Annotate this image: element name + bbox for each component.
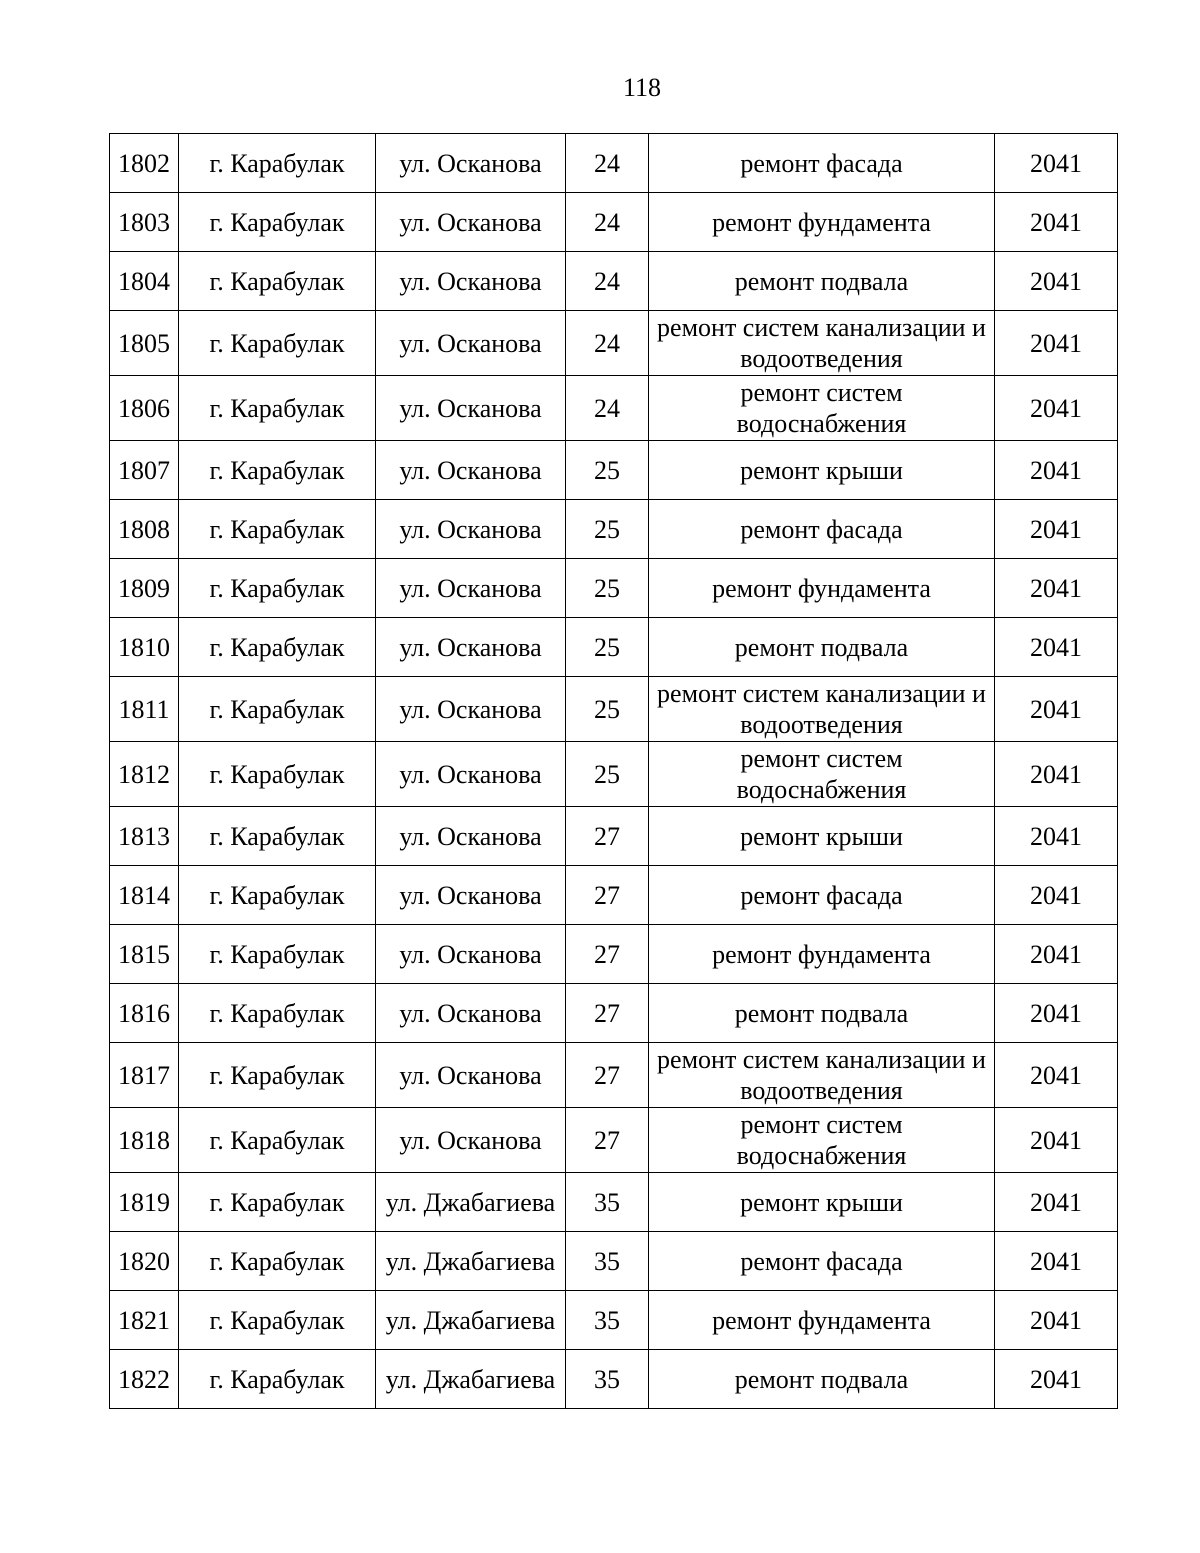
work-type-cell: ремонт фасада (649, 134, 995, 193)
row-number-cell: 1803 (110, 193, 179, 252)
table-row (110, 866, 1118, 925)
year-cell: 2041 (995, 1291, 1118, 1350)
work-type-cell: ремонт фундамента (649, 193, 995, 252)
city-cell: г. Карабулак (179, 311, 376, 376)
table-row (110, 134, 1118, 193)
city-cell: г. Карабулак (179, 1108, 376, 1173)
row-number-cell: 1816 (110, 984, 179, 1043)
work-type-cell: ремонт систем водоснабжения (649, 376, 995, 441)
street-cell: ул. Осканова (376, 134, 566, 193)
city-cell: г. Карабулак (179, 807, 376, 866)
table-row (110, 925, 1118, 984)
table-row (110, 500, 1118, 559)
city-cell: г. Карабулак (179, 984, 376, 1043)
city-cell: г. Карабулак (179, 1232, 376, 1291)
row-number-cell: 1802 (110, 134, 179, 193)
year-cell: 2041 (995, 500, 1118, 559)
city-cell: г. Карабулак (179, 193, 376, 252)
row-number-cell: 1812 (110, 742, 179, 807)
street-cell: ул. Осканова (376, 807, 566, 866)
work-type-cell: ремонт систем канализации и водоотведения (649, 677, 995, 742)
row-number-cell: 1820 (110, 1232, 179, 1291)
table-row (110, 1291, 1118, 1350)
table-row (110, 311, 1118, 376)
year-cell: 2041 (995, 441, 1118, 500)
year-cell: 2041 (995, 742, 1118, 807)
house-number-cell: 27 (566, 807, 649, 866)
year-cell: 2041 (995, 252, 1118, 311)
street-cell: ул. Осканова (376, 618, 566, 677)
row-number-cell: 1807 (110, 441, 179, 500)
year-cell: 2041 (995, 618, 1118, 677)
table-row (110, 1043, 1118, 1108)
row-number-cell: 1819 (110, 1173, 179, 1232)
work-type-cell: ремонт систем канализации и водоотведения (649, 311, 995, 376)
work-type-cell: ремонт фундамента (649, 925, 995, 984)
street-cell: ул. Осканова (376, 311, 566, 376)
street-cell: ул. Осканова (376, 677, 566, 742)
house-number-cell: 27 (566, 925, 649, 984)
house-number-cell: 24 (566, 252, 649, 311)
street-cell: ул. Осканова (376, 441, 566, 500)
year-cell: 2041 (995, 866, 1118, 925)
street-cell: ул. Джабагиева (376, 1232, 566, 1291)
year-cell: 2041 (995, 925, 1118, 984)
house-number-cell: 25 (566, 559, 649, 618)
street-cell: ул. Джабагиева (376, 1291, 566, 1350)
house-number-cell: 27 (566, 1108, 649, 1173)
year-cell: 2041 (995, 1173, 1118, 1232)
row-number-cell: 1815 (110, 925, 179, 984)
street-cell: ул. Осканова (376, 925, 566, 984)
street-cell: ул. Осканова (376, 1043, 566, 1108)
work-type-cell: ремонт подвала (649, 984, 995, 1043)
street-cell: ул. Осканова (376, 252, 566, 311)
house-number-cell: 35 (566, 1350, 649, 1409)
house-number-cell: 35 (566, 1232, 649, 1291)
city-cell: г. Карабулак (179, 441, 376, 500)
year-cell: 2041 (995, 1350, 1118, 1409)
repair-works-table (109, 133, 1118, 1409)
table-row (110, 984, 1118, 1043)
year-cell: 2041 (995, 193, 1118, 252)
work-type-cell: ремонт фасада (649, 1232, 995, 1291)
city-cell: г. Карабулак (179, 742, 376, 807)
row-number-cell: 1818 (110, 1108, 179, 1173)
table-row (110, 1108, 1118, 1173)
house-number-cell: 27 (566, 866, 649, 925)
year-cell: 2041 (995, 1232, 1118, 1291)
city-cell: г. Карабулак (179, 134, 376, 193)
row-number-cell: 1822 (110, 1350, 179, 1409)
table-row (110, 376, 1118, 441)
year-cell: 2041 (995, 134, 1118, 193)
house-number-cell: 25 (566, 618, 649, 677)
house-number-cell: 27 (566, 1043, 649, 1108)
work-type-cell: ремонт подвала (649, 1350, 995, 1409)
row-number-cell: 1817 (110, 1043, 179, 1108)
house-number-cell: 35 (566, 1173, 649, 1232)
street-cell: ул. Осканова (376, 984, 566, 1043)
work-type-cell: ремонт систем канализации и водоотведения (649, 1043, 995, 1108)
street-cell: ул. Осканова (376, 742, 566, 807)
year-cell: 2041 (995, 559, 1118, 618)
city-cell: г. Карабулак (179, 559, 376, 618)
row-number-cell: 1813 (110, 807, 179, 866)
work-type-cell: ремонт крыши (649, 807, 995, 866)
city-cell: г. Карабулак (179, 1291, 376, 1350)
city-cell: г. Карабулак (179, 618, 376, 677)
row-number-cell: 1806 (110, 376, 179, 441)
table-row (110, 677, 1118, 742)
city-cell: г. Карабулак (179, 925, 376, 984)
city-cell: г. Карабулак (179, 1043, 376, 1108)
city-cell: г. Карабулак (179, 376, 376, 441)
page-number: 118 (622, 73, 662, 102)
house-number-cell: 25 (566, 742, 649, 807)
work-type-cell: ремонт подвала (649, 252, 995, 311)
house-number-cell: 24 (566, 134, 649, 193)
street-cell: ул. Джабагиева (376, 1173, 566, 1232)
year-cell: 2041 (995, 376, 1118, 441)
city-cell: г. Карабулак (179, 252, 376, 311)
row-number-cell: 1808 (110, 500, 179, 559)
row-number-cell: 1809 (110, 559, 179, 618)
table-body (110, 134, 1118, 1409)
table-row (110, 742, 1118, 807)
table-row (110, 559, 1118, 618)
work-type-cell: ремонт фасада (649, 866, 995, 925)
city-cell: г. Карабулак (179, 866, 376, 925)
city-cell: г. Карабулак (179, 500, 376, 559)
house-number-cell: 25 (566, 441, 649, 500)
table-row (110, 193, 1118, 252)
year-cell: 2041 (995, 807, 1118, 866)
year-cell: 2041 (995, 1108, 1118, 1173)
row-number-cell: 1821 (110, 1291, 179, 1350)
table-row (110, 441, 1118, 500)
city-cell: г. Карабулак (179, 677, 376, 742)
street-cell: ул. Осканова (376, 866, 566, 925)
year-cell: 2041 (995, 311, 1118, 376)
row-number-cell: 1805 (110, 311, 179, 376)
street-cell: ул. Осканова (376, 1108, 566, 1173)
street-cell: ул. Осканова (376, 559, 566, 618)
year-cell: 2041 (995, 984, 1118, 1043)
table-row (110, 252, 1118, 311)
work-type-cell: ремонт систем водоснабжения (649, 1108, 995, 1173)
table-row (110, 1173, 1118, 1232)
row-number-cell: 1804 (110, 252, 179, 311)
work-type-cell: ремонт фундамента (649, 1291, 995, 1350)
table-row (110, 807, 1118, 866)
street-cell: ул. Осканова (376, 376, 566, 441)
table-row (110, 1350, 1118, 1409)
year-cell: 2041 (995, 677, 1118, 742)
work-type-cell: ремонт крыши (649, 1173, 995, 1232)
table-row (110, 618, 1118, 677)
street-cell: ул. Осканова (376, 193, 566, 252)
street-cell: ул. Осканова (376, 500, 566, 559)
house-number-cell: 24 (566, 193, 649, 252)
row-number-cell: 1811 (110, 677, 179, 742)
year-cell: 2041 (995, 1043, 1118, 1108)
city-cell: г. Карабулак (179, 1350, 376, 1409)
house-number-cell: 27 (566, 984, 649, 1043)
work-type-cell: ремонт фасада (649, 500, 995, 559)
row-number-cell: 1810 (110, 618, 179, 677)
house-number-cell: 25 (566, 677, 649, 742)
work-type-cell: ремонт крыши (649, 441, 995, 500)
work-type-cell: ремонт систем водоснабжения (649, 742, 995, 807)
table-row (110, 1232, 1118, 1291)
work-type-cell: ремонт фундамента (649, 559, 995, 618)
city-cell: г. Карабулак (179, 1173, 376, 1232)
work-type-cell: ремонт подвала (649, 618, 995, 677)
street-cell: ул. Джабагиева (376, 1350, 566, 1409)
house-number-cell: 24 (566, 311, 649, 376)
house-number-cell: 24 (566, 376, 649, 441)
house-number-cell: 35 (566, 1291, 649, 1350)
house-number-cell: 25 (566, 500, 649, 559)
row-number-cell: 1814 (110, 866, 179, 925)
